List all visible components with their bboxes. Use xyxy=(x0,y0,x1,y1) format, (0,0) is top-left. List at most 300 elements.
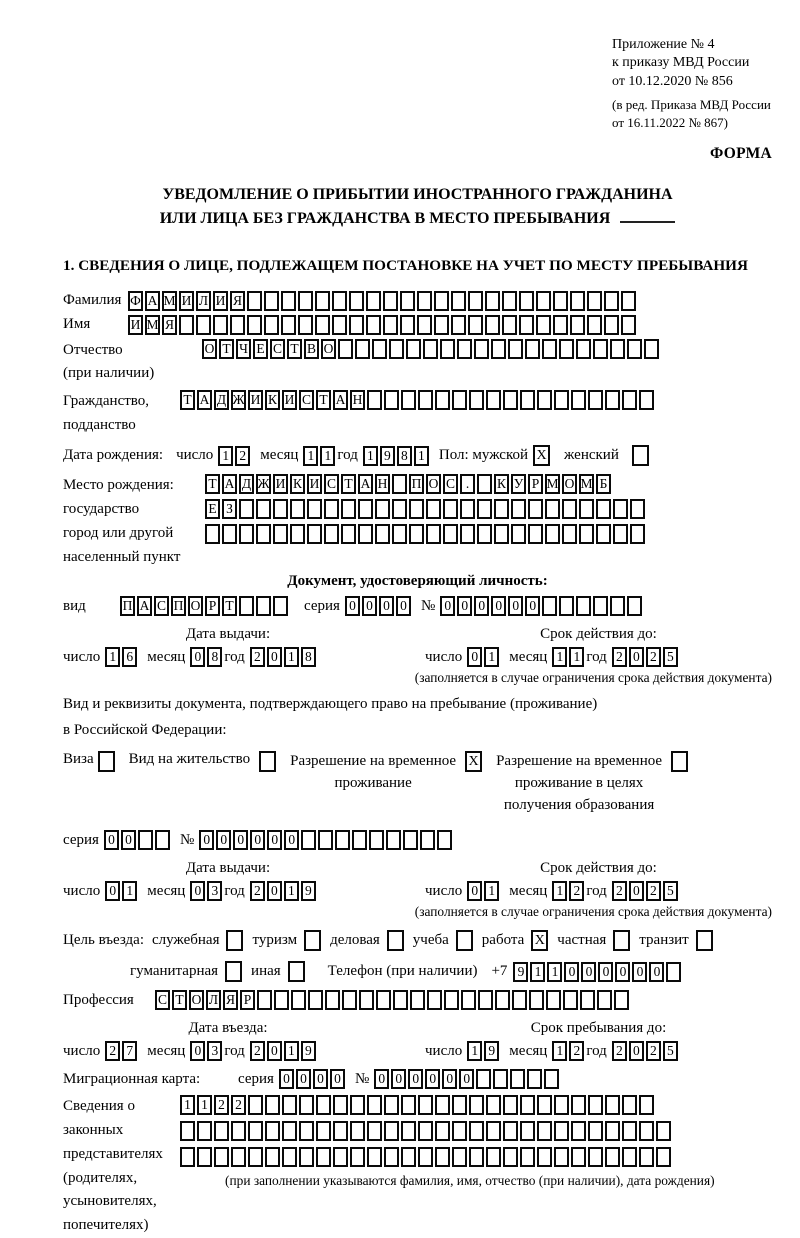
char-cell[interactable] xyxy=(559,339,574,359)
visa-checkbox[interactable] xyxy=(98,751,115,772)
char-cell[interactable]: 0 xyxy=(442,1069,457,1089)
char-cell[interactable]: 2 xyxy=(214,1095,229,1115)
char-cell[interactable]: И xyxy=(179,291,194,311)
char-cell[interactable] xyxy=(265,1147,280,1167)
char-cell[interactable] xyxy=(570,291,585,311)
char-cell[interactable]: 0 xyxy=(408,1069,423,1089)
char-cell[interactable]: 0 xyxy=(233,830,248,850)
char-cell[interactable]: М xyxy=(579,474,594,494)
char-cell[interactable] xyxy=(256,524,271,544)
char-cell[interactable] xyxy=(576,596,591,616)
char-cell[interactable] xyxy=(639,390,654,410)
char-cell[interactable]: 0 xyxy=(296,1069,311,1089)
char-cell[interactable] xyxy=(247,291,262,311)
char-cell[interactable] xyxy=(375,524,390,544)
char-cell[interactable]: 5 xyxy=(663,647,678,667)
char-cell[interactable] xyxy=(596,499,611,519)
char-cell[interactable] xyxy=(451,291,466,311)
char-cell[interactable] xyxy=(588,1095,603,1115)
char-cell[interactable]: 1 xyxy=(122,881,137,901)
char-cell[interactable]: 0 xyxy=(330,1069,345,1089)
permit-expiry-day-cells[interactable] xyxy=(467,881,501,901)
char-cell[interactable] xyxy=(593,339,608,359)
temp-permit-checkbox[interactable]: X xyxy=(465,751,482,772)
char-cell[interactable]: 0 xyxy=(615,962,630,982)
char-cell[interactable] xyxy=(325,990,340,1010)
char-cell[interactable]: 0 xyxy=(199,830,214,850)
char-cell[interactable]: К xyxy=(290,474,305,494)
char-cell[interactable] xyxy=(366,315,381,335)
char-cell[interactable] xyxy=(332,315,347,335)
profession-cells[interactable] xyxy=(155,990,631,1010)
char-cell[interactable]: Е xyxy=(253,339,268,359)
birth-day-cells[interactable] xyxy=(218,446,252,466)
char-cell[interactable] xyxy=(536,291,551,311)
char-cell[interactable]: 2 xyxy=(612,647,627,667)
char-cell[interactable] xyxy=(265,1121,280,1141)
char-cell[interactable] xyxy=(418,390,433,410)
migration-series-cells[interactable] xyxy=(279,1069,347,1089)
char-cell[interactable]: Л xyxy=(206,990,221,1010)
char-cell[interactable]: Ч xyxy=(236,339,251,359)
char-cell[interactable] xyxy=(389,339,404,359)
residence-checkbox[interactable] xyxy=(259,751,276,772)
char-cell[interactable]: Т xyxy=(205,474,220,494)
char-cell[interactable]: 1 xyxy=(552,647,567,667)
char-cell[interactable]: Л xyxy=(196,291,211,311)
char-cell[interactable] xyxy=(544,1069,559,1089)
char-cell[interactable] xyxy=(528,524,543,544)
char-cell[interactable] xyxy=(587,291,602,311)
char-cell[interactable] xyxy=(299,1121,314,1141)
char-cell[interactable]: А xyxy=(197,390,212,410)
char-cell[interactable]: О xyxy=(321,339,336,359)
char-cell[interactable] xyxy=(273,499,288,519)
char-cell[interactable] xyxy=(384,1147,399,1167)
char-cell[interactable] xyxy=(562,499,577,519)
char-cell[interactable]: О xyxy=(426,474,441,494)
char-cell[interactable] xyxy=(477,499,492,519)
char-cell[interactable] xyxy=(248,1147,263,1167)
char-cell[interactable] xyxy=(460,499,475,519)
purpose-transit-checkbox[interactable] xyxy=(696,930,713,951)
purpose-humanitarian-checkbox[interactable] xyxy=(225,961,242,982)
char-cell[interactable] xyxy=(403,830,418,850)
char-cell[interactable] xyxy=(316,1121,331,1141)
char-cell[interactable]: М xyxy=(545,474,560,494)
char-cell[interactable] xyxy=(622,1095,637,1115)
char-cell[interactable] xyxy=(554,390,569,410)
char-cell[interactable] xyxy=(613,499,628,519)
char-cell[interactable] xyxy=(299,1095,314,1115)
char-cell[interactable] xyxy=(537,1121,552,1141)
char-cell[interactable] xyxy=(605,1121,620,1141)
char-cell[interactable]: 9 xyxy=(301,1041,316,1061)
char-cell[interactable] xyxy=(338,339,353,359)
char-cell[interactable]: И xyxy=(307,474,322,494)
char-cell[interactable] xyxy=(503,1147,518,1167)
char-cell[interactable] xyxy=(444,990,459,1010)
char-cell[interactable] xyxy=(485,315,500,335)
char-cell[interactable] xyxy=(282,1121,297,1141)
char-cell[interactable] xyxy=(510,1069,525,1089)
char-cell[interactable] xyxy=(520,1095,535,1115)
char-cell[interactable]: 0 xyxy=(105,881,120,901)
char-cell[interactable] xyxy=(520,1147,535,1167)
char-cell[interactable] xyxy=(315,291,330,311)
char-cell[interactable] xyxy=(604,291,619,311)
sex-female-checkbox[interactable] xyxy=(632,445,649,466)
char-cell[interactable]: 9 xyxy=(484,1041,499,1061)
char-cell[interactable] xyxy=(273,524,288,544)
char-cell[interactable]: 0 xyxy=(379,596,394,616)
char-cell[interactable] xyxy=(605,1095,620,1115)
char-cell[interactable] xyxy=(367,1121,382,1141)
char-cell[interactable]: 1 xyxy=(484,647,499,667)
char-cell[interactable] xyxy=(571,1121,586,1141)
char-cell[interactable]: 1 xyxy=(284,647,299,667)
char-cell[interactable] xyxy=(469,390,484,410)
char-cell[interactable] xyxy=(627,596,642,616)
char-cell[interactable]: 0 xyxy=(629,1041,644,1061)
permit-issue-day-cells[interactable] xyxy=(105,881,139,901)
char-cell[interactable] xyxy=(205,524,220,544)
doc-issue-year-cells[interactable] xyxy=(250,647,318,667)
char-cell[interactable] xyxy=(605,1147,620,1167)
char-cell[interactable] xyxy=(622,1147,637,1167)
char-cell[interactable] xyxy=(588,1147,603,1167)
char-cell[interactable]: В xyxy=(304,339,319,359)
char-cell[interactable]: 2 xyxy=(646,1041,661,1061)
char-cell[interactable] xyxy=(307,524,322,544)
char-cell[interactable] xyxy=(553,291,568,311)
char-cell[interactable]: Т xyxy=(219,339,234,359)
birth-place-cells-1[interactable] xyxy=(205,474,647,494)
char-cell[interactable]: 3 xyxy=(207,881,222,901)
char-cell[interactable] xyxy=(434,315,449,335)
char-cell[interactable]: У xyxy=(511,474,526,494)
char-cell[interactable] xyxy=(502,291,517,311)
char-cell[interactable]: И xyxy=(273,474,288,494)
char-cell[interactable]: 2 xyxy=(105,1041,120,1061)
char-cell[interactable]: 0 xyxy=(190,647,205,667)
char-cell[interactable] xyxy=(420,830,435,850)
char-cell[interactable] xyxy=(315,315,330,335)
char-cell[interactable] xyxy=(341,524,356,544)
char-cell[interactable]: 9 xyxy=(513,962,528,982)
char-cell[interactable] xyxy=(197,1121,212,1141)
char-cell[interactable]: 0 xyxy=(284,830,299,850)
char-cell[interactable] xyxy=(392,499,407,519)
char-cell[interactable]: Я xyxy=(230,291,245,311)
char-cell[interactable]: . xyxy=(460,474,475,494)
char-cell[interactable]: 5 xyxy=(663,1041,678,1061)
char-cell[interactable] xyxy=(349,291,364,311)
char-cell[interactable]: 2 xyxy=(646,647,661,667)
permit-issue-month-cells[interactable] xyxy=(190,881,224,901)
char-cell[interactable]: 2 xyxy=(569,881,584,901)
char-cell[interactable] xyxy=(508,339,523,359)
migration-number-cells[interactable] xyxy=(374,1069,561,1089)
char-cell[interactable]: А xyxy=(333,390,348,410)
phone-cells[interactable] xyxy=(513,962,683,982)
char-cell[interactable] xyxy=(491,339,506,359)
char-cell[interactable] xyxy=(451,315,466,335)
char-cell[interactable] xyxy=(426,524,441,544)
char-cell[interactable] xyxy=(622,390,637,410)
char-cell[interactable]: О xyxy=(188,596,203,616)
char-cell[interactable] xyxy=(375,499,390,519)
char-cell[interactable]: З xyxy=(222,499,237,519)
char-cell[interactable] xyxy=(247,315,262,335)
char-cell[interactable] xyxy=(435,1095,450,1115)
char-cell[interactable] xyxy=(630,499,645,519)
char-cell[interactable] xyxy=(231,1147,246,1167)
char-cell[interactable] xyxy=(427,990,442,1010)
char-cell[interactable]: 5 xyxy=(663,881,678,901)
char-cell[interactable]: А xyxy=(137,596,152,616)
char-cell[interactable] xyxy=(214,1121,229,1141)
char-cell[interactable] xyxy=(400,291,415,311)
char-cell[interactable]: Т xyxy=(316,390,331,410)
char-cell[interactable] xyxy=(639,1147,654,1167)
doc-series-cells[interactable] xyxy=(345,596,413,616)
char-cell[interactable]: 1 xyxy=(284,1041,299,1061)
char-cell[interactable]: Ж xyxy=(231,390,246,410)
char-cell[interactable]: 0 xyxy=(250,830,265,850)
char-cell[interactable] xyxy=(621,315,636,335)
char-cell[interactable] xyxy=(248,1121,263,1141)
char-cell[interactable]: 0 xyxy=(649,962,664,982)
char-cell[interactable] xyxy=(503,390,518,410)
char-cell[interactable] xyxy=(477,524,492,544)
char-cell[interactable] xyxy=(406,339,421,359)
purpose-business-checkbox[interactable] xyxy=(387,930,404,951)
char-cell[interactable] xyxy=(457,339,472,359)
char-cell[interactable] xyxy=(469,1147,484,1167)
char-cell[interactable] xyxy=(333,1095,348,1115)
char-cell[interactable] xyxy=(197,1147,212,1167)
char-cell[interactable] xyxy=(383,315,398,335)
char-cell[interactable]: А xyxy=(358,474,373,494)
char-cell[interactable] xyxy=(528,499,543,519)
char-cell[interactable] xyxy=(358,524,373,544)
char-cell[interactable] xyxy=(452,1095,467,1115)
char-cell[interactable]: О xyxy=(189,990,204,1010)
char-cell[interactable] xyxy=(443,499,458,519)
char-cell[interactable] xyxy=(502,315,517,335)
representatives-cells-1[interactable] xyxy=(180,1095,715,1115)
char-cell[interactable]: 0 xyxy=(629,881,644,901)
char-cell[interactable]: И xyxy=(248,390,263,410)
char-cell[interactable] xyxy=(452,1121,467,1141)
char-cell[interactable] xyxy=(639,1095,654,1115)
char-cell[interactable] xyxy=(621,291,636,311)
char-cell[interactable]: П xyxy=(120,596,135,616)
char-cell[interactable]: 1 xyxy=(363,446,378,466)
char-cell[interactable] xyxy=(155,830,170,850)
char-cell[interactable]: Н xyxy=(375,474,390,494)
char-cell[interactable]: 0 xyxy=(190,1041,205,1061)
permit-series-cells[interactable] xyxy=(104,830,172,850)
char-cell[interactable] xyxy=(392,524,407,544)
char-cell[interactable] xyxy=(468,315,483,335)
char-cell[interactable]: 1 xyxy=(414,446,429,466)
char-cell[interactable]: 1 xyxy=(303,446,318,466)
char-cell[interactable]: 2 xyxy=(612,1041,627,1061)
char-cell[interactable] xyxy=(527,1069,542,1089)
char-cell[interactable] xyxy=(478,990,493,1010)
char-cell[interactable] xyxy=(332,291,347,311)
char-cell[interactable] xyxy=(486,1147,501,1167)
char-cell[interactable]: 0 xyxy=(457,596,472,616)
char-cell[interactable] xyxy=(545,499,560,519)
char-cell[interactable] xyxy=(264,315,279,335)
char-cell[interactable] xyxy=(239,499,254,519)
purpose-private-checkbox[interactable] xyxy=(613,930,630,951)
char-cell[interactable]: 0 xyxy=(104,830,119,850)
char-cell[interactable] xyxy=(384,390,399,410)
char-cell[interactable]: 2 xyxy=(612,881,627,901)
char-cell[interactable] xyxy=(376,990,391,1010)
char-cell[interactable] xyxy=(369,830,384,850)
char-cell[interactable] xyxy=(350,1121,365,1141)
char-cell[interactable] xyxy=(392,474,407,494)
stay-year-cells[interactable] xyxy=(612,1041,680,1061)
char-cell[interactable] xyxy=(324,499,339,519)
char-cell[interactable] xyxy=(352,830,367,850)
char-cell[interactable]: 7 xyxy=(122,1041,137,1061)
birth-month-cells[interactable] xyxy=(303,446,337,466)
doc-expiry-day-cells[interactable] xyxy=(467,647,501,667)
char-cell[interactable] xyxy=(542,596,557,616)
char-cell[interactable]: Т xyxy=(287,339,302,359)
char-cell[interactable] xyxy=(613,524,628,544)
char-cell[interactable]: О xyxy=(562,474,577,494)
char-cell[interactable]: 2 xyxy=(646,881,661,901)
char-cell[interactable] xyxy=(350,1147,365,1167)
char-cell[interactable] xyxy=(298,315,313,335)
char-cell[interactable] xyxy=(486,390,501,410)
char-cell[interactable]: 0 xyxy=(362,596,377,616)
char-cell[interactable]: Н xyxy=(350,390,365,410)
char-cell[interactable]: 0 xyxy=(267,647,282,667)
char-cell[interactable] xyxy=(440,339,455,359)
permit-issue-year-cells[interactable] xyxy=(250,881,318,901)
char-cell[interactable]: 1 xyxy=(218,446,233,466)
char-cell[interactable]: А xyxy=(145,291,160,311)
char-cell[interactable]: 1 xyxy=(320,446,335,466)
char-cell[interactable]: Я xyxy=(223,990,238,1010)
char-cell[interactable]: 0 xyxy=(459,1069,474,1089)
char-cell[interactable]: 0 xyxy=(508,596,523,616)
doc-type-cells[interactable] xyxy=(120,596,290,616)
char-cell[interactable]: М xyxy=(145,315,160,335)
char-cell[interactable]: 0 xyxy=(121,830,136,850)
char-cell[interactable]: 1 xyxy=(180,1095,195,1115)
doc-number-cells[interactable] xyxy=(440,596,644,616)
char-cell[interactable] xyxy=(417,315,432,335)
char-cell[interactable]: Т xyxy=(172,990,187,1010)
char-cell[interactable]: 6 xyxy=(122,647,137,667)
char-cell[interactable]: 0 xyxy=(374,1069,389,1089)
char-cell[interactable] xyxy=(474,339,489,359)
char-cell[interactable]: Т xyxy=(222,596,237,616)
char-cell[interactable] xyxy=(460,524,475,544)
char-cell[interactable]: 1 xyxy=(284,881,299,901)
char-cell[interactable]: 0 xyxy=(440,596,455,616)
char-cell[interactable] xyxy=(542,339,557,359)
char-cell[interactable]: 1 xyxy=(484,881,499,901)
char-cell[interactable] xyxy=(401,1121,416,1141)
char-cell[interactable] xyxy=(401,390,416,410)
char-cell[interactable] xyxy=(452,390,467,410)
char-cell[interactable] xyxy=(511,524,526,544)
purpose-other-checkbox[interactable] xyxy=(288,961,305,982)
char-cell[interactable]: С xyxy=(270,339,285,359)
char-cell[interactable] xyxy=(138,830,153,850)
char-cell[interactable] xyxy=(307,499,322,519)
char-cell[interactable] xyxy=(355,339,370,359)
char-cell[interactable] xyxy=(529,990,544,1010)
patronymic-cells[interactable] xyxy=(202,339,661,359)
char-cell[interactable]: 8 xyxy=(207,647,222,667)
stay-day-cells[interactable] xyxy=(467,1041,501,1061)
char-cell[interactable] xyxy=(281,291,296,311)
char-cell[interactable] xyxy=(443,524,458,544)
char-cell[interactable]: 8 xyxy=(301,647,316,667)
doc-expiry-month-cells[interactable] xyxy=(552,647,586,667)
char-cell[interactable] xyxy=(367,390,382,410)
char-cell[interactable] xyxy=(571,390,586,410)
char-cell[interactable]: 2 xyxy=(569,1041,584,1061)
char-cell[interactable]: 0 xyxy=(190,881,205,901)
char-cell[interactable] xyxy=(644,339,659,359)
char-cell[interactable] xyxy=(367,1095,382,1115)
char-cell[interactable]: 1 xyxy=(197,1095,212,1115)
char-cell[interactable] xyxy=(546,990,561,1010)
char-cell[interactable]: Р xyxy=(528,474,543,494)
char-cell[interactable] xyxy=(316,1147,331,1167)
char-cell[interactable]: Д xyxy=(239,474,254,494)
char-cell[interactable] xyxy=(614,990,629,1010)
char-cell[interactable] xyxy=(545,524,560,544)
char-cell[interactable] xyxy=(281,315,296,335)
char-cell[interactable]: 1 xyxy=(547,962,562,982)
char-cell[interactable] xyxy=(335,830,350,850)
char-cell[interactable]: Е xyxy=(205,499,220,519)
doc-issue-day-cells[interactable] xyxy=(105,647,139,667)
char-cell[interactable] xyxy=(494,524,509,544)
char-cell[interactable]: Я xyxy=(162,315,177,335)
char-cell[interactable] xyxy=(214,1147,229,1167)
char-cell[interactable]: 0 xyxy=(267,1041,282,1061)
char-cell[interactable]: 1 xyxy=(569,647,584,667)
char-cell[interactable] xyxy=(426,499,441,519)
char-cell[interactable] xyxy=(367,1147,382,1167)
char-cell[interactable]: И xyxy=(128,315,143,335)
char-cell[interactable]: О xyxy=(202,339,217,359)
char-cell[interactable]: 0 xyxy=(391,1069,406,1089)
char-cell[interactable] xyxy=(554,1121,569,1141)
char-cell[interactable]: 2 xyxy=(250,881,265,901)
doc-issue-month-cells[interactable] xyxy=(190,647,224,667)
char-cell[interactable]: И xyxy=(213,291,228,311)
char-cell[interactable] xyxy=(579,499,594,519)
entry-day-cells[interactable] xyxy=(105,1041,139,1061)
char-cell[interactable] xyxy=(485,291,500,311)
char-cell[interactable] xyxy=(468,291,483,311)
